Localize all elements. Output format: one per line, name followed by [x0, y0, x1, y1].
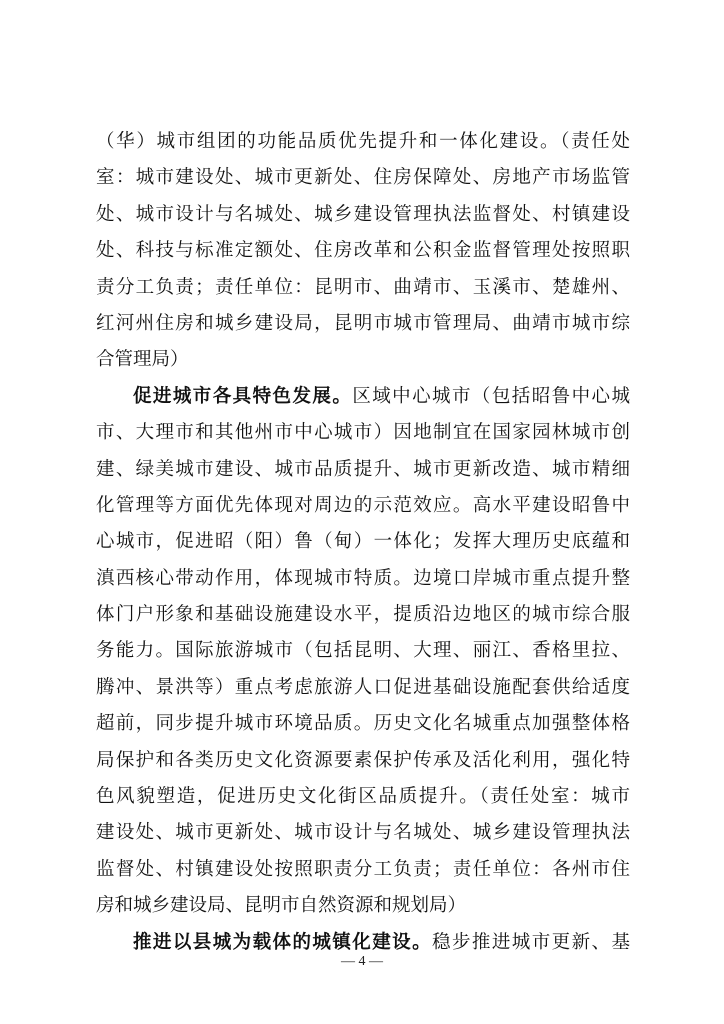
- text-line: [96, 379, 630, 415]
- text-line: 处、城市设计与名城处、城乡建设管理执法监督处、村镇建设: [96, 203, 630, 225]
- text-line: 建、绿美城市建设、城市品质提升、城市更新改造、城市精细: [96, 458, 630, 480]
- page-number: — 4 —: [341, 954, 383, 969]
- text-line: 责分工负责；责任单位：昆明市、曲靖市、玉溪市、楚雄州、: [96, 276, 630, 298]
- section-heading: 促进城市各具特色发展。: [133, 385, 353, 407]
- text-line: 腾冲、景洪等）重点考虑旅游人口促进基础设施配套供给适度: [96, 676, 630, 698]
- text-line: 处、科技与标准定额处、住房改革和公积金监督管理处按照职: [96, 240, 630, 262]
- text-line: 超前，同步提升城市环境品质。历史文化名城重点加强整体格: [96, 713, 630, 735]
- text-line: 监督处、村镇建设处按照职责分工负责；责任单位：各州市住: [96, 858, 630, 880]
- text-line: 化管理等方面优先体现对周边的示范效应。高水平建设昭鲁中: [96, 494, 630, 516]
- text-line: 房和城乡建设局、昆明市自然资源和规划局）: [96, 895, 467, 917]
- text-line: 室：城市建设处、城市更新处、住房保障处、房地产市场监管: [96, 167, 630, 189]
- text-run: 区域中心城市（包括昭鲁中心城: [352, 385, 630, 407]
- text-line: 务能力。国际旅游城市（包括昆明、大理、丽江、香格里拉、: [96, 640, 630, 662]
- text-line: 局保护和各类历史文化资源要素保护传承及活化利用，强化特: [96, 749, 630, 771]
- text-run: 稳步推进城市更新、基: [432, 931, 630, 953]
- text-line: 心城市，促进昭（阳）鲁（甸）一体化；发挥大理历史底蕴和: [96, 531, 630, 553]
- text-line: 建设处、城市更新处、城市设计与名城处、城乡建设管理执法: [96, 822, 630, 844]
- paragraph-city-development: [96, 379, 630, 925]
- text-line: 体门户形象和基础设施建设水平，提质沿边地区的城市综合服: [96, 604, 630, 626]
- text-line: 合管理局）: [96, 349, 189, 371]
- paragraph-responsibility: [96, 124, 630, 379]
- section-heading: 推进以县城为载体的城镇化建设。: [133, 931, 433, 953]
- text-line: 滇西核心带动作用，体现城市特质。边境口岸城市重点提升整: [96, 567, 630, 589]
- text-line: 红河州住房和城乡建设局，昆明市城市管理局、曲靖市城市综: [96, 312, 630, 334]
- text-line: （华）城市组团的功能品质优先提升和一体化建设。（责任处: [96, 131, 630, 152]
- text-line: 市、大理市和其他州市中心城市）因地制宜在国家园林城市创: [96, 422, 630, 444]
- document-body: [96, 124, 630, 961]
- text-line: 色风貌塑造，促进历史文化街区品质提升。（责任处室：城市: [96, 786, 630, 808]
